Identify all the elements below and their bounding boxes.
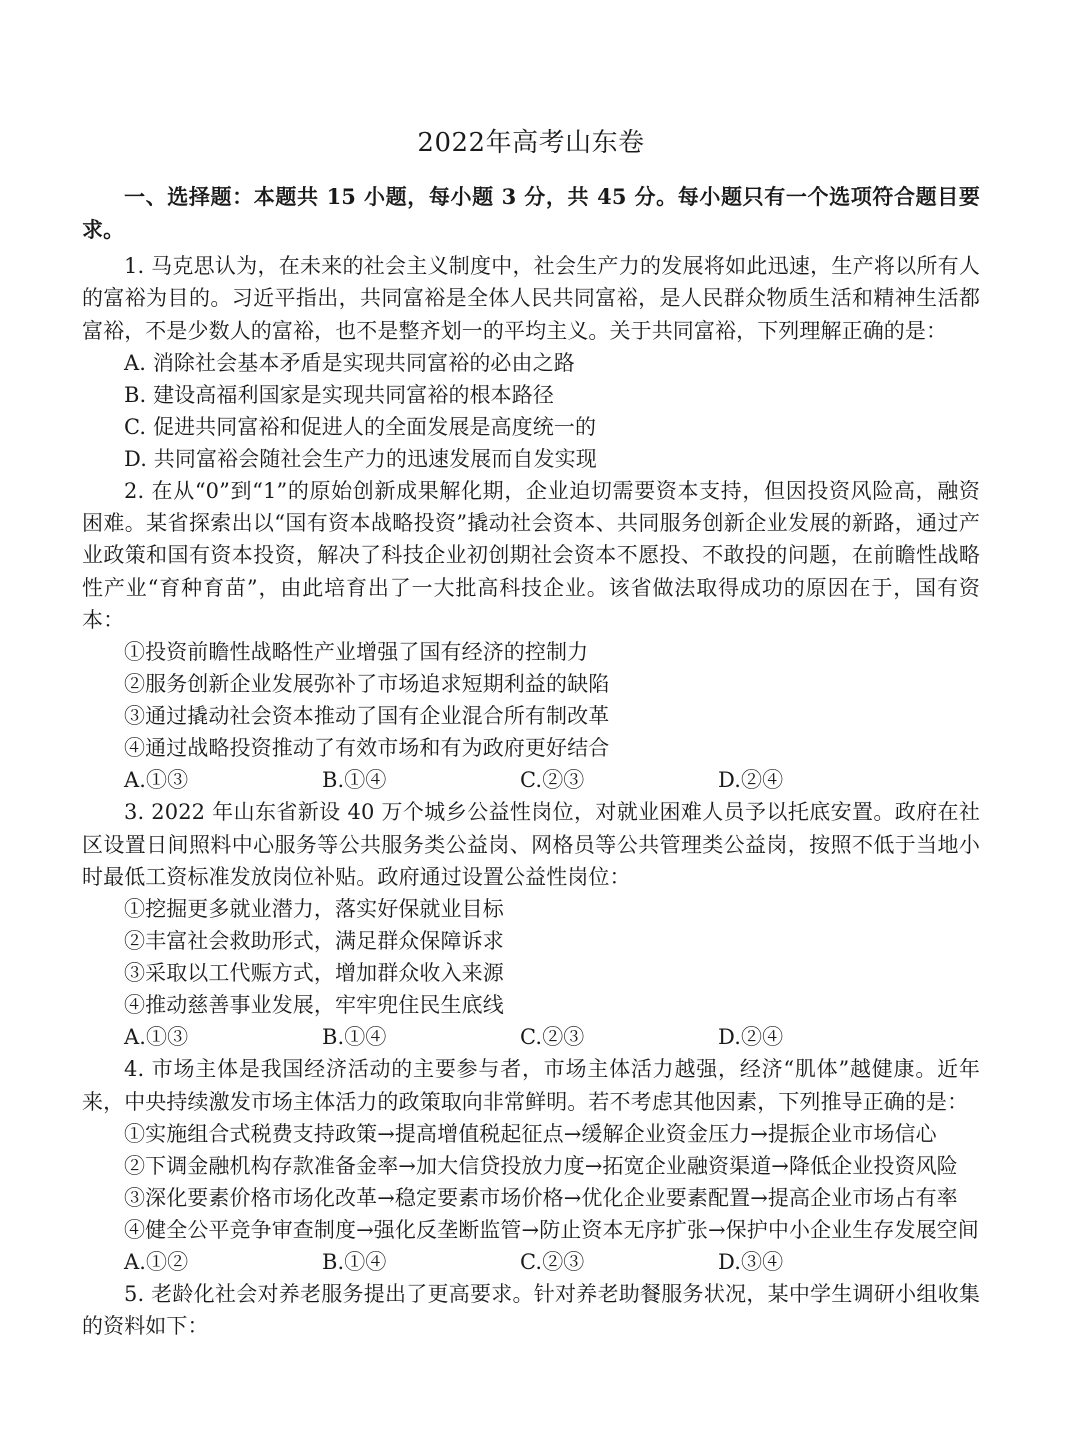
question-1-option-a[interactable]: A. 消除社会基本矛盾是实现共同富裕的必由之路	[124, 350, 575, 375]
question-2-choice-a[interactable]: A.①③	[124, 768, 189, 793]
page-title: 2022年高考山东卷	[417, 128, 645, 158]
question-3-statement-4: ④推动慈善事业发展，牢牢兜住民生底线	[124, 993, 504, 1018]
question-3-choice-b[interactable]: B.①④	[322, 1025, 387, 1050]
question-3-statement-2: ②丰富社会救助形式，满足群众保障诉求	[124, 928, 504, 953]
question-2-statement-4: ④通过战略投资推动了有效市场和有为政府更好结合	[124, 736, 610, 761]
question-4-chain-4: ④健全公平竞争审查制度→强化反垄断监管→防止资本无序扩张→保护中小企业生存发展空间	[124, 1218, 979, 1243]
question-2-statement-1: ①投资前瞻性战略性产业增强了国有经济的控制力	[124, 639, 589, 664]
question-2-choice-c[interactable]: C.②③	[520, 768, 585, 793]
question-3-choice-d[interactable]: D.②④	[718, 1025, 784, 1050]
question-3-choice-c[interactable]: C.②③	[520, 1025, 585, 1050]
question-1-stem: 1. 马克思认为，在未来的社会主义制度中，社会生产力的发展将如此迅速，生产将以所有人的富裕为目的。习近平指出，共同富裕是全体人民共同富裕，是人民群众物质生活和精神生活都富裕，不是少数人的富裕，也不是整齐划一的平均主义。关于共同富裕，下列理解正确的是：	[82, 254, 980, 343]
question-4-choices	[82, 1246, 980, 1278]
question-4-chain-1: ①实施组合式税费支持政策→提高增值税起征点→缓解企业资金压力→提振企业市场信心	[124, 1121, 937, 1146]
question-4-choice-b[interactable]: B.①④	[322, 1250, 387, 1275]
question-1-option-c[interactable]: C. 促进共同富裕和促进人的全面发展是高度统一的	[124, 414, 597, 439]
question-3-statement-3: ③采取以工代赈方式，增加群众收入来源	[124, 961, 504, 986]
question-4-chain-2: ②下调金融机构存款准备金率→加大信贷投放力度→拓宽企业融资渠道→降低企业投资风险	[124, 1153, 958, 1178]
question-1-option-d[interactable]: D. 共同富裕会随社会生产力的迅速发展而自发实现	[124, 447, 597, 472]
question-2-stem: 2. 在从“0”到“1”的原始创新成果解化期，企业迫切需要资本支持，但因投资风险高，融资困难。某省探索出以“国有资本战略投资”撬动社会资本、共同服务创新企业发展的新路，通过产业政策和国有资本投资，解决了科技企业初创期社会资本不愿投、不敢投的问题，在前瞻性战略性产业“育种育苗”，由此培育出了一大批高科技企业。该省做法取得成功的原因在于，国有资本：	[82, 479, 980, 632]
question-3-statement-1: ①挖掘更多就业潜力，落实好保就业目标	[124, 896, 504, 921]
question-4-chain-3: ③深化要素价格市场化改革→稳定要素市场价格→优化企业要素配置→提高企业市场占有率	[124, 1185, 958, 1210]
question-4-choice-a[interactable]: A.①②	[124, 1250, 189, 1275]
question-3-stem: 3. 2022 年山东省新设 40 万个城乡公益性岗位，对就业困难人员予以托底安置。政府在社区设置日间照料中心服务等公共服务类公益岗、网格员等公共管理类公益岗，按照不低于当地小时最低工资标准发放岗位补贴。政府通过设置公益性岗位：	[82, 800, 980, 889]
question-2-choice-b[interactable]: B.①④	[322, 768, 387, 793]
question-2-choice-d[interactable]: D.②④	[718, 768, 784, 793]
question-4-choice-d[interactable]: D.③④	[718, 1250, 784, 1275]
question-4-stem: 4. 市场主体是我国经济活动的主要参与者，市场主体活力越强，经济“肌体”越健康。近年来，中央持续激发市场主体活力的政策取向非常鲜明。若不考虑其他因素，下列推导正确的是：	[82, 1057, 980, 1114]
question-3-choices	[82, 1021, 980, 1053]
question-2-statement-3: ③通过撬动社会资本推动了国有企业混合所有制改革	[124, 704, 610, 729]
section-header: 一、选择题：本题共 15 小题，每小题 3 分，共 45 分。每小题只有一个选项符合题目要求。	[82, 184, 980, 242]
question-5-stem: 5. 老龄化社会对养老服务提出了更高要求。针对养老助餐服务状况，某中学生调研小组收集的资料如下：	[82, 1282, 980, 1339]
question-3-choice-a[interactable]: A.①③	[124, 1025, 189, 1050]
question-2-choices	[82, 764, 980, 796]
question-2-statement-2: ②服务创新企业发展弥补了市场追求短期利益的缺陷	[124, 671, 610, 696]
question-1-option-b[interactable]: B. 建设高福利国家是实现共同富裕的根本路径	[124, 382, 554, 407]
question-4-choice-c[interactable]: C.②③	[520, 1250, 585, 1275]
